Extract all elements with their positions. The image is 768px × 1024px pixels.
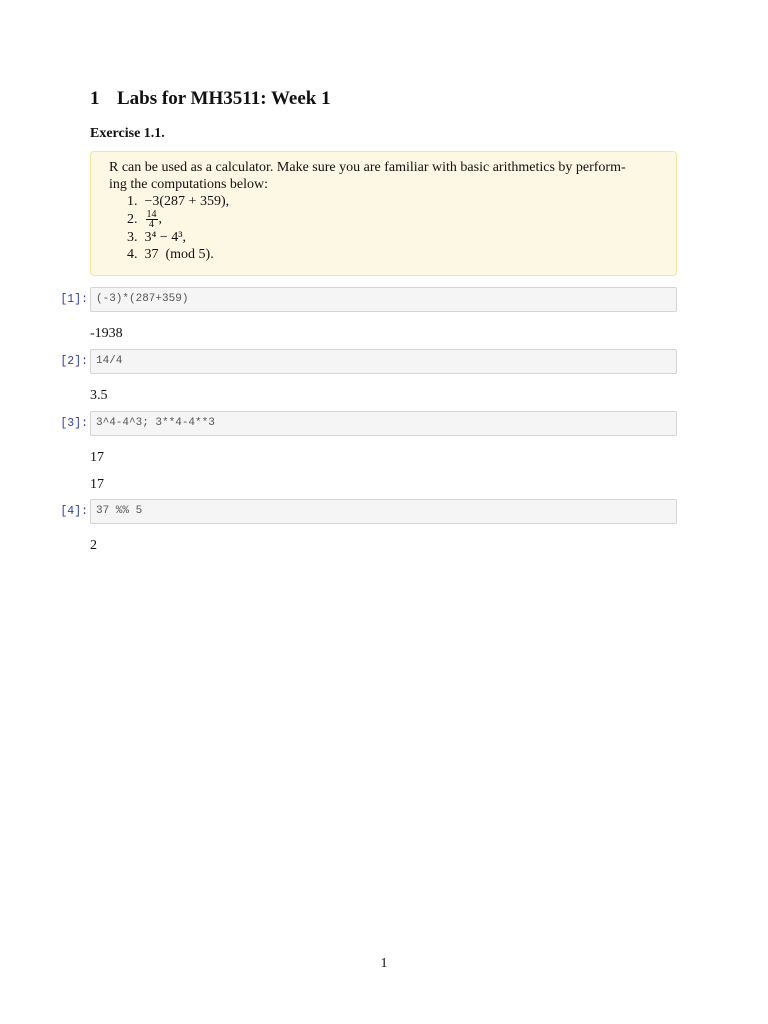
- exercise-intro: [109, 159, 658, 193]
- section-title: Labs for MH3511: Week 1: [117, 88, 331, 109]
- exercise-item-marker: 1.: [127, 194, 138, 209]
- fraction: [146, 210, 158, 229]
- cell-output: 2: [90, 538, 97, 553]
- cell-prompt: [1]:: [60, 293, 88, 306]
- cell-output: 17: [90, 450, 104, 465]
- exercise-item-marker: 2.: [127, 211, 138, 227]
- exercise-item-2: [127, 210, 658, 229]
- code-input[interactable]: (-3)*(287+359): [90, 287, 677, 312]
- exercise-intro-line-2: ing the computations below:: [109, 177, 269, 192]
- exercise-list: [109, 193, 658, 263]
- exercise-item-text: −3(287 + 359),: [144, 194, 230, 209]
- exercise-item-4: [127, 246, 658, 263]
- code-input[interactable]: 37 %% 5: [90, 499, 677, 524]
- section-number: 1: [90, 88, 100, 109]
- code-cell-1: [0, 287, 768, 312]
- section-heading: [90, 88, 331, 110]
- exercise-intro-line-1: R can be used as a calculator. Make sure you are familiar with basic arithmetics by perform-: [109, 160, 626, 175]
- cell-output: 17: [90, 477, 104, 492]
- cell-prompt: [2]:: [60, 355, 88, 368]
- fraction-numerator: 14: [146, 209, 157, 220]
- code-cell-2: [0, 349, 768, 374]
- exercise-item-suffix: ,: [158, 211, 162, 227]
- cell-prompt: [4]:: [60, 505, 88, 518]
- code-cell-3: [0, 411, 768, 436]
- exercise-item-text: 37 (mod 5).: [144, 247, 214, 262]
- exercise-box: [90, 151, 677, 276]
- exercise-item-3: [127, 229, 658, 246]
- exercise-item-text: 3⁴ − 4³,: [144, 230, 186, 245]
- fraction-denominator: 4: [149, 219, 154, 230]
- cell-output: 3.5: [90, 388, 108, 403]
- code-input[interactable]: 14/4: [90, 349, 677, 374]
- page-number: 1: [380, 956, 388, 971]
- exercise-item-marker: 3.: [127, 230, 138, 245]
- code-input[interactable]: 3^4-4^3; 3**4-4**3: [90, 411, 677, 436]
- cell-output: -1938: [90, 326, 123, 341]
- exercise-item-marker: 4.: [127, 247, 138, 262]
- cell-prompt: [3]:: [60, 417, 88, 430]
- exercise-item-1: [127, 193, 658, 210]
- code-cell-4: [0, 499, 768, 524]
- exercise-label: Exercise 1.1.: [90, 126, 165, 141]
